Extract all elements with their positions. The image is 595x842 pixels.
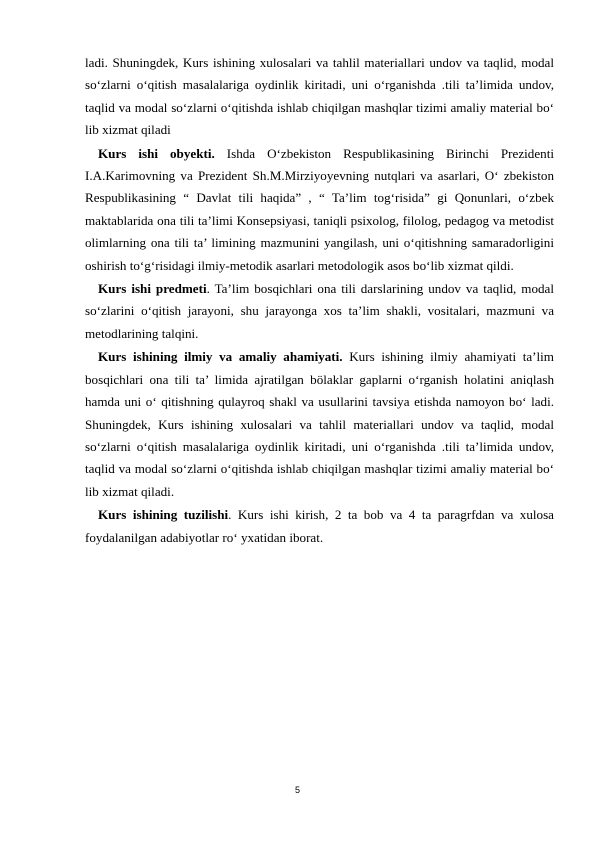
page-number: 5 — [294, 785, 300, 795]
paragraph-research-subject — [85, 278, 554, 345]
document-body — [85, 52, 554, 549]
paragraph-research-object — [85, 143, 554, 277]
paragraph-text: Ishda O‘zbekiston Respublikasining Birinchi Prezidenti I.A.Karimovning va Prezident Sh.M.Mirziyoyevning nutqlari va asarlari, O‘ zbekiston Respublikasining “ Davlat tili haqida” , “ Ta’lim tog‘risida” gi Qonunlari, o‘zbek maktablarida ona tili ta’limi Konsepsiyasi, taniqli psixolog, filolog, pedagog va metodist olimlarning ona tili ta’ limining mazmunini yangilash, uni o‘qitishning samaradorligini oshirish to‘g‘risidagi ilmiy-metodik asarlari metodologik asos bo‘lib xizmat qildi. — [85, 145, 554, 273]
paragraph-structure — [85, 504, 554, 549]
paragraph-heading: Kurs ishi obyekti. — [98, 145, 215, 161]
paragraph-text: . Kurs ishi kirish, 2 ta bob va 4 ta paragrfdan va xulosa foydalanilgan adabiyotlar ro‘ yxatidan iborat. — [85, 507, 554, 545]
paragraph-text: Kurs ishining ilmiy ahamiyati ta’lim bosqichlari ona tili ta’ limida ajratilgan bölaklar gaplarni o‘rganish holatini aniqlash hamda uni o‘ qitishning qulayroq shakl va usullarini tavsiya etishda namoyon bo‘ ladi. Shuningdek, Kurs ishining xulosalari va tahlil materiallari undov va taqlid, modal so‘zlarni o‘qitish masalalariga oydinlik kiritadi, uni o‘rganishda .tili ta’limida undov, taqlid va modal so‘zlarni o‘qitishda ishlab chiqilgan mashqlar tizimi amaliy material bo‘ lib xizmat qiladi. — [85, 349, 554, 499]
paragraph-continuation — [85, 52, 554, 142]
paragraph-heading: Kurs ishining ilmiy va amaliy ahamiyati. — [98, 349, 343, 365]
paragraph-text: . Ta’lim bosqichlari ona tili darslarining undov va taqlid, modal so‘zlarini o‘qitish jarayoni, shu jarayonga xos ta’lim shakli, vositalari, mazmuni va metodlarining talqini. — [85, 281, 554, 341]
paragraph-text: ladi. Shuningdek, Kurs ishining xulosalari va tahlil materiallari undov va taqlid, modal so‘zlarni o‘qitish masalalariga oydinlik kiritadi, uni o‘rganishda .tili ta’limida undov, taqlid va modal so‘zlarni o‘qitishda ishlab chiqilgan mashqlar tizimi amaliy material bo‘ lib xizmat qiladi — [85, 55, 554, 138]
paragraph-significance — [85, 346, 554, 503]
paragraph-heading: Kurs ishining tuzilishi — [98, 507, 229, 523]
paragraph-heading: Kurs ishi predmeti — [98, 281, 207, 297]
